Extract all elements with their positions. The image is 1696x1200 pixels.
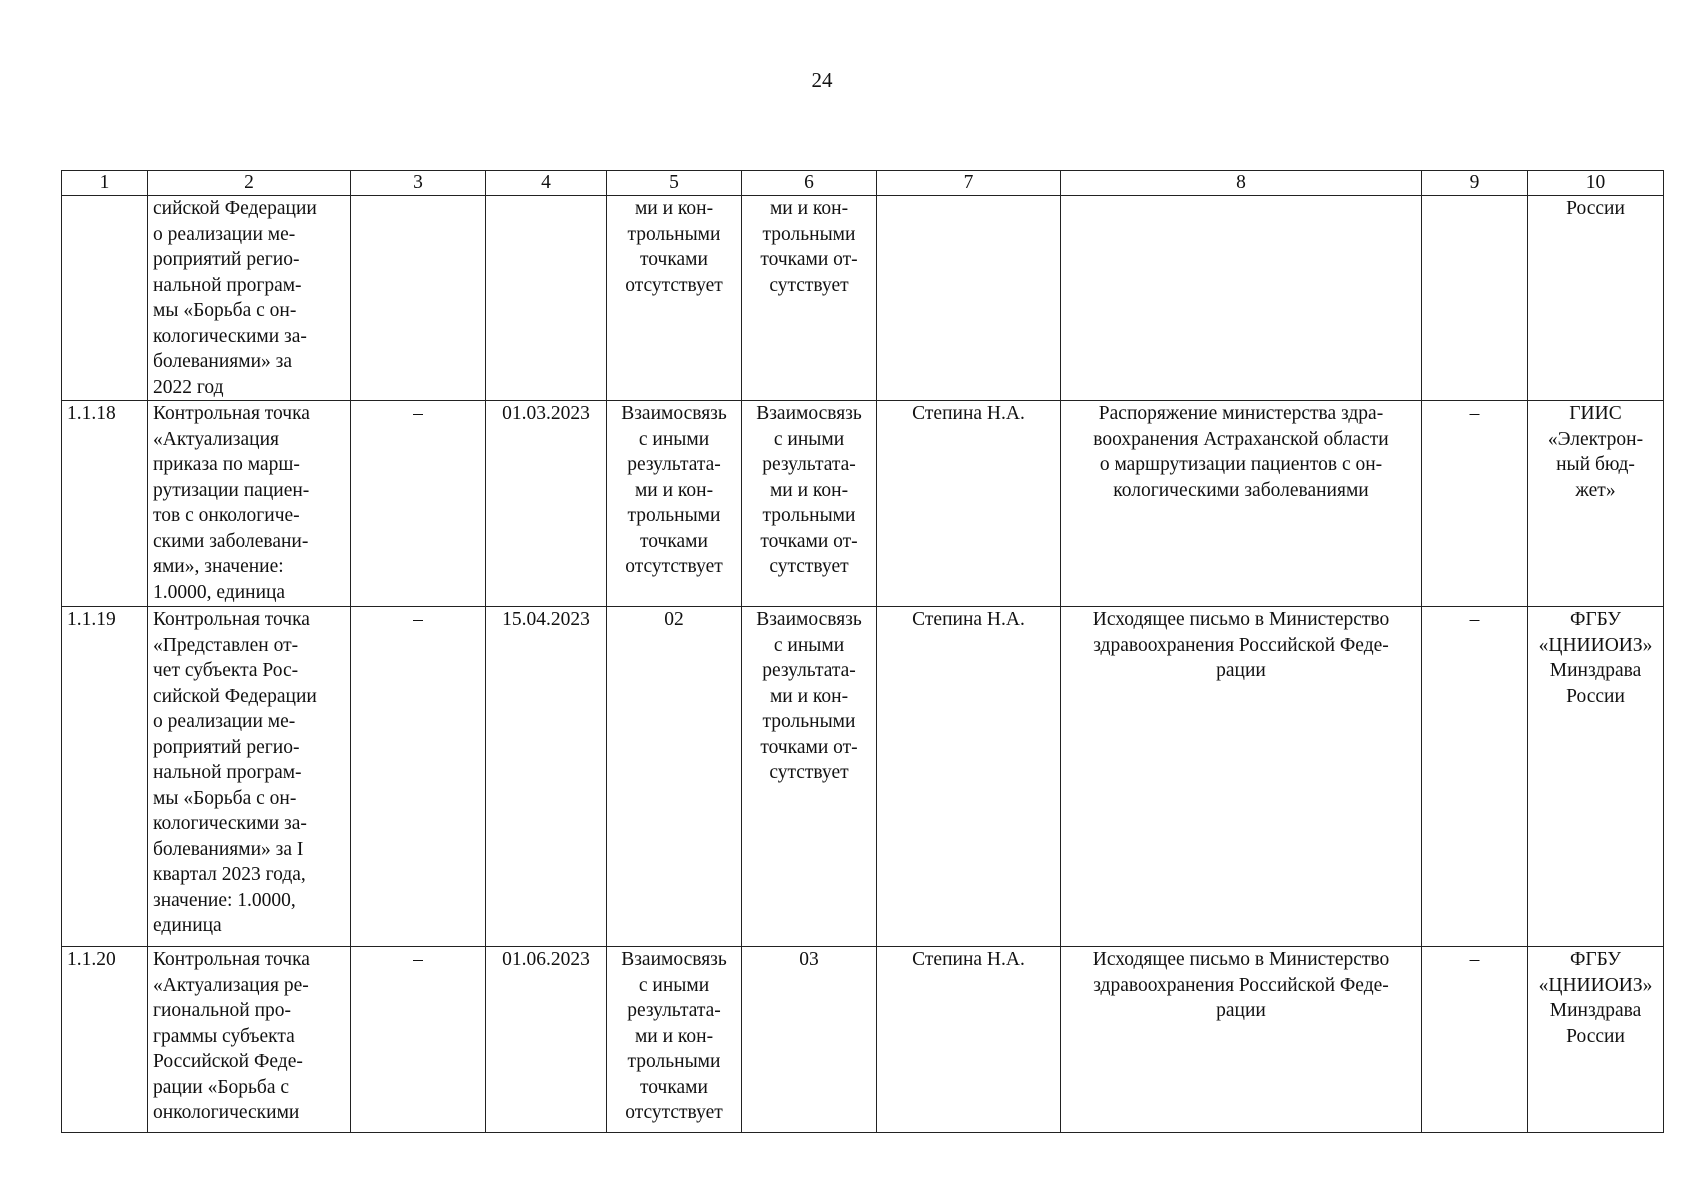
cell-text: 15.04.2023 — [502, 609, 590, 630]
header-row — [62, 171, 1664, 196]
cell-text: 1.1.19 — [67, 609, 116, 630]
cell-text: Исходящее письмо в Министерство здравоохранения Российской Феде- рации — [1092, 949, 1390, 1021]
column-header: 9 — [1422, 171, 1528, 196]
cell-name — [148, 401, 351, 607]
cell-document — [1061, 196, 1422, 401]
cell-text: Контрольная точка «Актуализация приказа по марш- рутизации пациен- тов с онкологиче- скими заболевани- ями», значение: 1.0000, единица — [153, 403, 310, 603]
cell-date — [486, 607, 607, 947]
cell-text: – — [413, 949, 423, 970]
cell-text: Исходящее письмо в Министерство здравоохранения Российской Феде- рации — [1092, 609, 1390, 681]
cell-level — [1422, 607, 1528, 947]
cell-number — [62, 401, 148, 607]
cell-level — [1422, 401, 1528, 607]
cell-number — [62, 607, 148, 947]
cell-system — [1528, 196, 1664, 401]
cell-link-previous — [607, 401, 742, 607]
cell-responsible — [877, 607, 1061, 947]
cell-date — [486, 401, 607, 607]
cell-text: Степина Н.А. — [912, 609, 1025, 630]
cell-date — [486, 196, 607, 401]
table-row — [62, 607, 1664, 947]
column-header: 6 — [742, 171, 877, 196]
cell-responsible — [877, 196, 1061, 401]
cell-previous — [351, 401, 486, 607]
plan-table — [61, 170, 1664, 1133]
table-body — [62, 196, 1664, 1133]
cell-previous — [351, 607, 486, 947]
cell-text: Взаимосвязь с иными результата- ми и кон- трольными точками от- сутствует — [756, 609, 862, 783]
cell-text: 02 — [664, 609, 684, 630]
column-header: 10 — [1528, 171, 1664, 196]
cell-text: Контрольная точка «Актуализация ре- гиональной про- граммы субъекта Российской Феде- рации «Борьба с онкологическими — [153, 949, 310, 1123]
cell-text: Степина Н.А. — [912, 949, 1025, 970]
cell-text: 1.1.18 — [67, 403, 116, 424]
cell-text: сийской Федерации о реализации ме- роприятий регио- нальной програм- мы «Борьба с он- кологическими за- болеваниями» за 2022 год — [153, 198, 317, 398]
cell-link-previous — [607, 196, 742, 401]
cell-link-next — [742, 607, 877, 947]
cell-link-next — [742, 196, 877, 401]
page-number: 24 — [811, 68, 833, 92]
cell-text: Взаимосвязь с иными результата- ми и кон- трольными точками отсутствует — [621, 949, 727, 1123]
cell-text: Степина Н.А. — [912, 403, 1025, 424]
cell-text: Контрольная точка «Представлен от- чет субъекта Рос- сийской Федерации о реализации ме- роприятий регио- нальной програм- мы «Борьба с он- кологическими за- болеваниями» за I квартал 2023 года, значение: 1.0000, единица — [153, 609, 317, 936]
column-header: 4 — [486, 171, 607, 196]
cell-document — [1061, 401, 1422, 607]
cell-text: – — [413, 609, 423, 630]
cell-text: 03 — [799, 949, 819, 970]
cell-text: Распоряжение министерства здра- воохранения Астраханской области о маршрутизации пациентов с он- кологическими заболеваниями — [1093, 403, 1389, 501]
cell-name — [148, 196, 351, 401]
table-row — [62, 196, 1664, 401]
cell-system — [1528, 401, 1664, 607]
cell-date — [486, 947, 607, 1133]
cell-text: ми и кон- трольными точками отсутствует — [625, 198, 723, 296]
column-header: 2 — [148, 171, 351, 196]
cell-link-previous — [607, 947, 742, 1133]
table-row — [62, 947, 1664, 1133]
cell-document — [1061, 947, 1422, 1133]
cell-name — [148, 607, 351, 947]
cell-number — [62, 947, 148, 1133]
cell-text: 1.1.20 — [67, 949, 116, 970]
cell-text: ми и кон- трольными точками от- сутствует — [760, 198, 858, 296]
cell-link-next — [742, 401, 877, 607]
cell-previous — [351, 947, 486, 1133]
cell-text: ФГБУ «ЦНИИОИЗ» Минздрава России — [1538, 609, 1653, 707]
cell-text: 01.06.2023 — [502, 949, 590, 970]
cell-text: ФГБУ «ЦНИИОИЗ» Минздрава России — [1538, 949, 1653, 1047]
column-header: 7 — [877, 171, 1061, 196]
cell-level — [1422, 196, 1528, 401]
cell-level — [1422, 947, 1528, 1133]
cell-document — [1061, 607, 1422, 947]
cell-text: России — [1566, 198, 1625, 219]
cell-text: ГИИС «Электрон- ный бюд- жет» — [1547, 403, 1644, 501]
cell-responsible — [877, 947, 1061, 1133]
cell-text: – — [1469, 949, 1480, 970]
cell-link-next — [742, 947, 877, 1133]
cell-previous — [351, 196, 486, 401]
column-header: 5 — [607, 171, 742, 196]
cell-text: – — [1469, 403, 1480, 424]
cell-text: – — [1469, 609, 1480, 630]
cell-text: Взаимосвязь с иными результата- ми и кон- трольными точками отсутствует — [621, 403, 727, 577]
cell-text: 01.03.2023 — [502, 403, 590, 424]
column-header: 8 — [1061, 171, 1422, 196]
table-header — [62, 171, 1664, 196]
cell-number — [62, 196, 148, 401]
table-row — [62, 401, 1664, 607]
cell-text: Взаимосвязь с иными результата- ми и кон- трольными точками от- сутствует — [756, 403, 862, 577]
cell-text: – — [413, 403, 423, 424]
cell-name — [148, 947, 351, 1133]
cell-responsible — [877, 401, 1061, 607]
cell-system — [1528, 607, 1664, 947]
cell-system — [1528, 947, 1664, 1133]
column-header: 1 — [62, 171, 148, 196]
column-header: 3 — [351, 171, 486, 196]
cell-link-previous — [607, 607, 742, 947]
